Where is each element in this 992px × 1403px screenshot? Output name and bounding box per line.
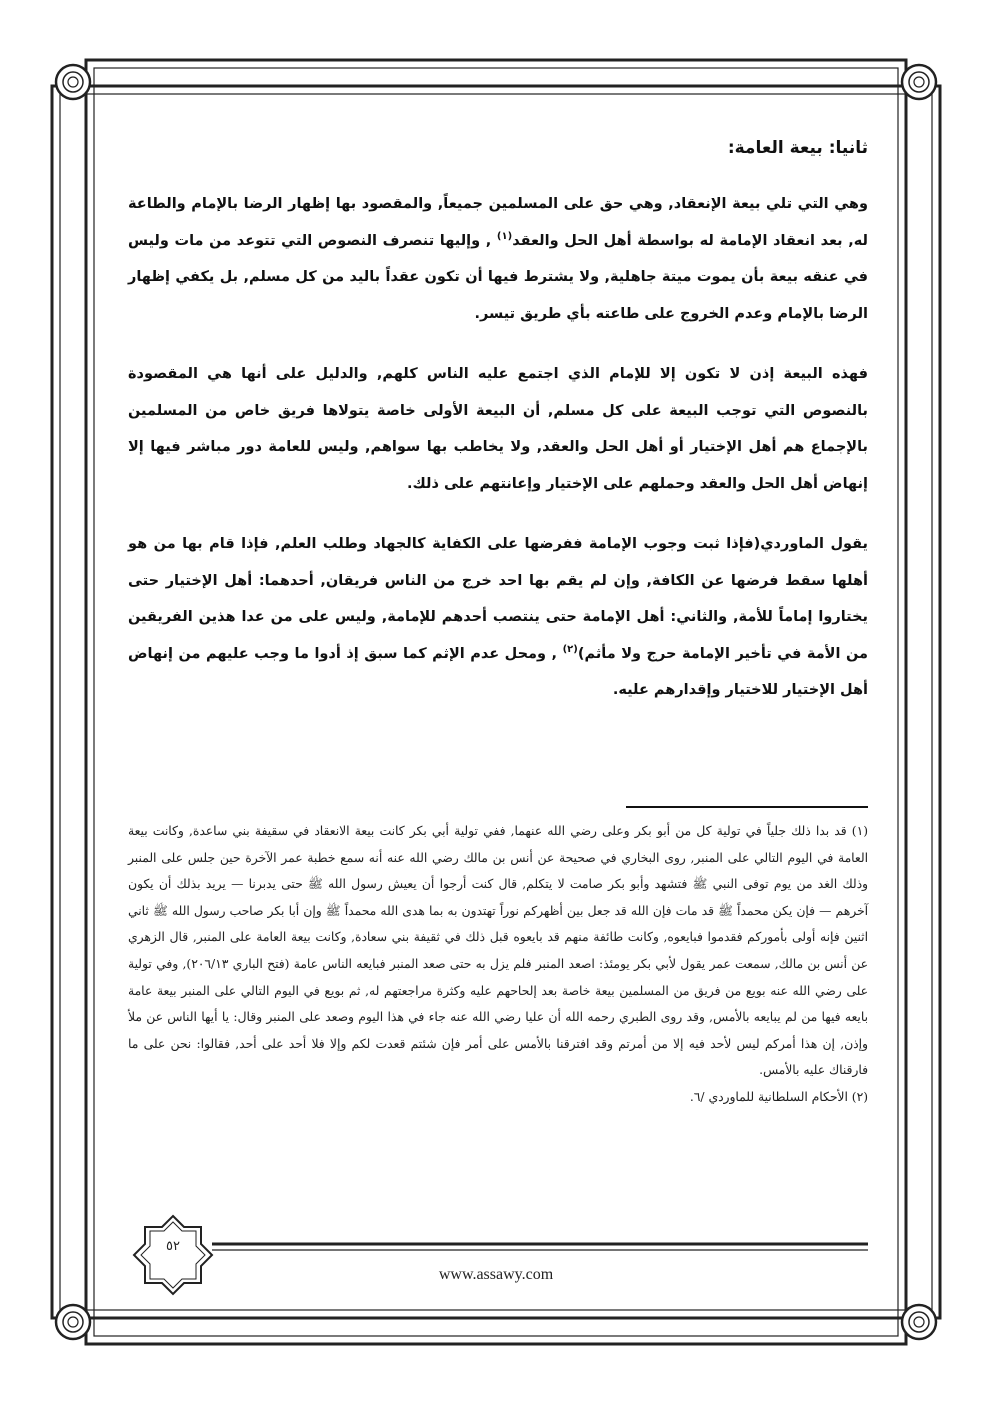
website-url[interactable]: www.assawy.com: [438, 1266, 554, 1283]
footnote-separator: [626, 806, 868, 808]
main-content: [128, 138, 868, 733]
footnote-1: (١) قد بدا ذلك جلياً في تولية كل من أبو بكر وعلى رضي الله عنهما, ففي تولية أبي بكر كانت بيعة الانعقاد في سقيفة بني ساعدة, وكانت بيعة العامة في اليوم التالي على المنبر, روى البخاري في صحيحة عن أنس بن مالك رضي الله عنه أنه سمع خطبة عمر الآخرة حين جلس على المنبر وذلك الغد من يوم توفى النبي ﷺ فتشهد وأبو بكر صامت لا يتكلم, قال كنت أرجوا أن يعيش رسول الله ﷺ حتى يدبرنا — يريد بذلك أن يكون آخرهم — فإن يكن محمداً ﷺ قد مات فإن الله قد جعل بين أظهركم نوراً تهتدون به بما هدى الله محمداً ﷺ وإن أبا بكر صاحب رسول الله ﷺ ثاني اثنين فإنه أولى بأموركم فقدموا فبايعوه, وكانت طائفة منهم قد بايعوه قبل ذلك في ثقيفة بني سعادة, وكانت بيعة العامة على المنبر, قال الزهري عن أنس بن مالك, سمعت عمر يقول لأبي بكر يومئذ: اصعد المنبر فلم يزل به حتى صعد المنبر فبايعه الناس عامة (فتح الباري ٢٠٦/١٣), وفي تولية على رضي الله عنه بويع من فريق من المسلمين بيعة خاصة بعد إلحاحهم عليه وكثرة مراجعتهم له, ثم بويع في اليوم التالي على المنبر بيعة عامة بايعه فيها من لم يبايعه بالأمس, وقد روى الطبري رحمه الله أن عليا رضي الله عنه جاء في هذا اليوم وصعد على المنبر وقال: يا أيها الناس عن ملأ وإذن, إن هذا أمركم ليس لأحد فيه إلا من أمرتم وقد افترقنا بالأمس على أمر فإن شئتم قعدت لكم وإلا فلا أحد على أحد, فقالوا: نحن على ما فارقناك عليه بالأمس.: [128, 824, 868, 1078]
footnotes: [128, 818, 868, 1111]
section-heading: ثانيا: بيعة العامة:: [727, 138, 868, 158]
paragraph-3-text-cont: , ومحل عدم الإثم كما سبق إذ أدوا ما وجب عليهم من إنهاض أهل الإختيار للاختيار وإقدارهم عليه.: [128, 645, 868, 698]
corner-ornament-top-right: [902, 65, 936, 99]
paragraph-1: [128, 186, 868, 332]
footnote-2: (٢) الأحكام السلطانية للماوردي /٦.: [689, 1089, 868, 1104]
paragraph-3-text: يقول الماوردي(فإذا ثبت وجوب الإمامة ففرضها على الكفاية كالجهاد وطلب العلم, فإذا قام بها من هو أهلها سقط فرضها عن الكافة, وإن لم يقم بها احد خرج من الناس فريقان, أحدهما: أهل الإختيار حتى يختاروا إماماً للأمة, والثاني: أهل الإمامة حتى ينتصب أحدهم للإمامة, وليس على من عدا هذين الفريقين من الأمة في تأخير الإمامة حرج ولا مأثم): [128, 536, 868, 662]
paragraph-2-text: فهذه البيعة إذن لا تكون إلا للإمام الذي اجتمع عليه الناس كلهم, والدليل على أنها هي المقصودة بالنصوص التي توجب البيعة على كل مسلم, أن البيعة الأولى خاصة يتولاها فريق خاص من المسلمين بالإجماع هم أهل الإختيار أو أهل الحل والعقد, ولا يخاطب بها سواهم, وليس للعامة دور مباشر فيها إلا إنهاض أهل الحل والعقد وحملهم على الإختيار وإعانتهم على ذلك.: [128, 366, 868, 492]
footnote-ref-2[interactable]: (٢): [562, 643, 578, 655]
corner-ornament-bottom-right: [902, 1305, 936, 1339]
paragraph-1-text: وهي التي تلي بيعة الإنعقاد, وهي حق على المسلمين جميعاً, والمقصود بها إظهار الرضا بالإمام والطاعة له, بعد انعقاد الإمامة له بواسطة أهل الحل والعقد: [128, 196, 868, 249]
paragraph-2: [128, 356, 868, 502]
paragraph-1-text-cont: , وإليها تنصرف النصوص التي تتوعد من مات وليس في عنقه بيعة بأن يموت ميتة جاهلية, ولا يشترط فيها أن تكون عقداً باليد من كل مسلم, بل يكفي إظهار الرضا بالإمام وعدم الخروج على طاعته بأي طريق تيسر.: [128, 232, 868, 322]
page-number: ٥٢: [166, 1238, 180, 1254]
footnote-ref-1[interactable]: (١): [496, 230, 513, 242]
corner-ornament-top-left: [56, 65, 90, 99]
paragraph-3: [128, 526, 868, 709]
corner-ornament-bottom-left: [56, 1305, 90, 1339]
